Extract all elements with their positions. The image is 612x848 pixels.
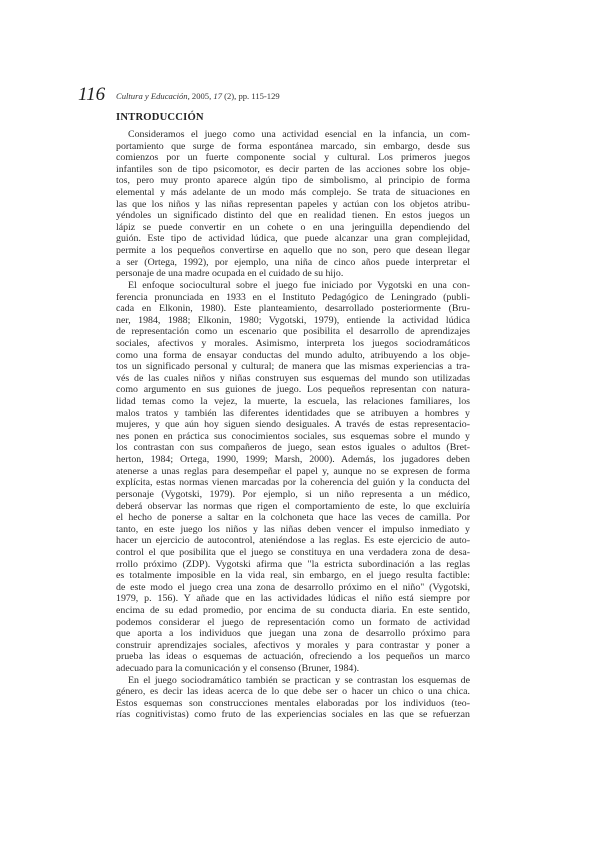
text-line: es totalmente imposible en la vida real, sin embargo, en el juego resulta factible:: [116, 570, 470, 582]
text-line: yéndoles un significado distinto del que en realidad tienen. En estos juegos un: [116, 210, 470, 222]
text-line: rías cognitivistas) como fruto de las experiencias sociales en las que se refuerzan: [116, 709, 470, 721]
text-line: elemental y más adelante de un modo más complejo. Se trata de situaciones en: [116, 187, 470, 199]
text-line: portamiento que surge de forma espontánea marcado, sin embargo, desde sus: [116, 140, 470, 152]
journal-title: Cultura y Educación,: [116, 91, 190, 101]
text-line: malos tratos y también las diferentes identidades que se atribuyen a hombres y: [116, 407, 470, 419]
text-line: permite a los pequeños convertirse en aquello que no son, pero que desean llegar: [116, 245, 470, 257]
text-line: de representación como un escenario que posibilita el desarrollo de aprendizajes: [116, 326, 470, 338]
journal-issue-pages: (2), pp. 115-129: [222, 91, 280, 101]
running-header: [78, 86, 498, 108]
text-line: ner, 1984, 1988; Elkonin, 1980; Vygotski, 1979), entiende la actividad lúdica: [116, 314, 470, 326]
text-line: control el que posibilita que el juego se constituya en una verdadera zona de desa-: [116, 546, 470, 558]
text-line: guión. Este tipo de actividad lúdica, que puede alcanzar una gran complejidad,: [116, 233, 470, 245]
text-line: vés de las cuales niños y niñas construyen sus esquemas del mundo son utilizadas: [116, 372, 470, 384]
text-line: cada en Elkonin, 1980). Este planteamiento, desarrollado posteriormente (Bru-: [116, 303, 470, 315]
text-line: comienzos por un fuerte componente social y cultural. Los primeros juegos: [116, 152, 470, 164]
text-line: Estos esquemas son construcciones mentales elaboradas por los individuos (teo-: [116, 697, 470, 709]
text-line: ferencia pronunciada en 1933 en el Instituto Pedagógico de Leningrado (publi-: [116, 291, 470, 303]
text-line: rrollo próximo (ZDP). Vygotski afirma que "la estricta subordinación a las reglas: [116, 558, 470, 570]
text-line: como una forma de ensayar conductas del mundo adulto, atribuyendo a los obje-: [116, 349, 470, 361]
text-line: que aporta a los individuos que juegan una zona de desarrollo próximo para: [116, 628, 470, 640]
text-line: herton, 1984; Ortega, 1990, 1999; Marsh, 2000). Además, los jugadores deben: [116, 454, 470, 466]
text-line: el hecho de ponerse a saltar en la colchoneta que hace las veces de camilla. Por: [116, 512, 470, 524]
text-line: de este modo el juego crea una zona de desarrollo próximo en el niño" (Vygotski,: [116, 581, 470, 593]
text-line: a ser (Ortega, 1992), por ejemplo, una niña de cinco años puede interpretar el: [116, 256, 470, 268]
journal-year: 2005,: [189, 91, 214, 101]
text-line: hacer un ejercicio de autocontrol, ateniéndose a las reglas. Es este ejercicio de auto-: [116, 535, 470, 547]
text-line: lidad temas como la vejez, la muerte, la escuela, las relaciones familiares, los: [116, 396, 470, 408]
text-line: explícita, estas normas vienen marcadas por la coherencia del guión y la conducta del: [116, 477, 470, 489]
text-line: tos un significado personal y cultural; de manera que las mismas experiencias a tra-: [116, 361, 470, 373]
text-line: las que los niños y las niñas representan papeles y actúan con los objetos atribu-: [116, 198, 470, 210]
text-line: construir aprendizajes sociales, afectivos y morales y para contrastar y poner a: [116, 639, 470, 651]
text-line: personaje de una madre ocupada en el cuidado de su hijo.: [116, 268, 344, 280]
text-line: 1979, p. 156). Y añade que en las actividades lúdicas el niño está siempre por: [116, 593, 470, 605]
text-line: encima de su edad promedio, por encima de su conducta diaria. En este sentido,: [116, 604, 470, 616]
journal-citation: [116, 91, 280, 101]
text-line: prueba las ideas o esquemas de actuación, ofreciendo a los pequeños un marco: [116, 651, 470, 663]
text-line: género, es decir las ideas acerca de lo que debe ser o hacer un chico o una chica.: [116, 686, 470, 698]
text-line: En el juego sociodramático también se practican y se contrastan los esquemas de: [128, 674, 470, 686]
text-line: como argumento en sus guiones de juego. Los pequeños representan con natura-: [116, 384, 470, 396]
body-text: [116, 129, 470, 721]
text-line: personaje (Vygotski, 1979). Por ejemplo, si un niño representa a un médico,: [116, 488, 470, 500]
text-line: tos, pero muy pronto aparece algún tipo de simbolismo, al principio de forma: [116, 175, 470, 187]
text-line: El enfoque sociocultural sobre el juego fue iniciado por Vygotski en una con-: [128, 279, 470, 291]
text-line: infantiles son de tipo psicomotor, es decir parten de las acciones sobre los obje-: [116, 163, 470, 175]
text-line: sociales, afectivos y morales. Asimismo, interpreta los juegos sociodramáticos: [116, 337, 470, 349]
text-line: lápiz se puede convertir en un cohete o en una jeringuilla dependiendo del: [116, 221, 470, 233]
text-line: atenerse a unas reglas para desempeñar el papel y, aunque no se expresen de forma: [116, 465, 470, 477]
text-line: Consideramos el juego como una actividad esencial en la infancia, un com-: [128, 129, 470, 140]
text-line: adecuado para la comunicación y el consenso (Bruner, 1984).: [116, 663, 360, 675]
page-number: 116: [78, 84, 106, 105]
text-line: tanto, en este juego los niños y las niñas deben vencer el impulso inmediato y: [116, 523, 470, 535]
text-line: mujeres, y que aún hoy siguen siendo desiguales. A través de estas representacio-: [116, 419, 470, 431]
journal-volume: 17: [213, 91, 222, 101]
text-line: podemos considerar el juego de representación como un formato de actividad: [116, 616, 470, 628]
text-line: nes ponen en práctica sus conocimientos sociales, sus esquemas sobre el mundo y: [116, 430, 470, 442]
text-line: deberá observar las normas que rigen el comportamiento de este, lo que excluiría: [116, 500, 470, 512]
text-line: los contrastan con sus compañeros de juego, sean estos iguales o adultos (Bret-: [116, 442, 470, 454]
section-heading: INTRODUCCIÓN: [116, 112, 204, 123]
